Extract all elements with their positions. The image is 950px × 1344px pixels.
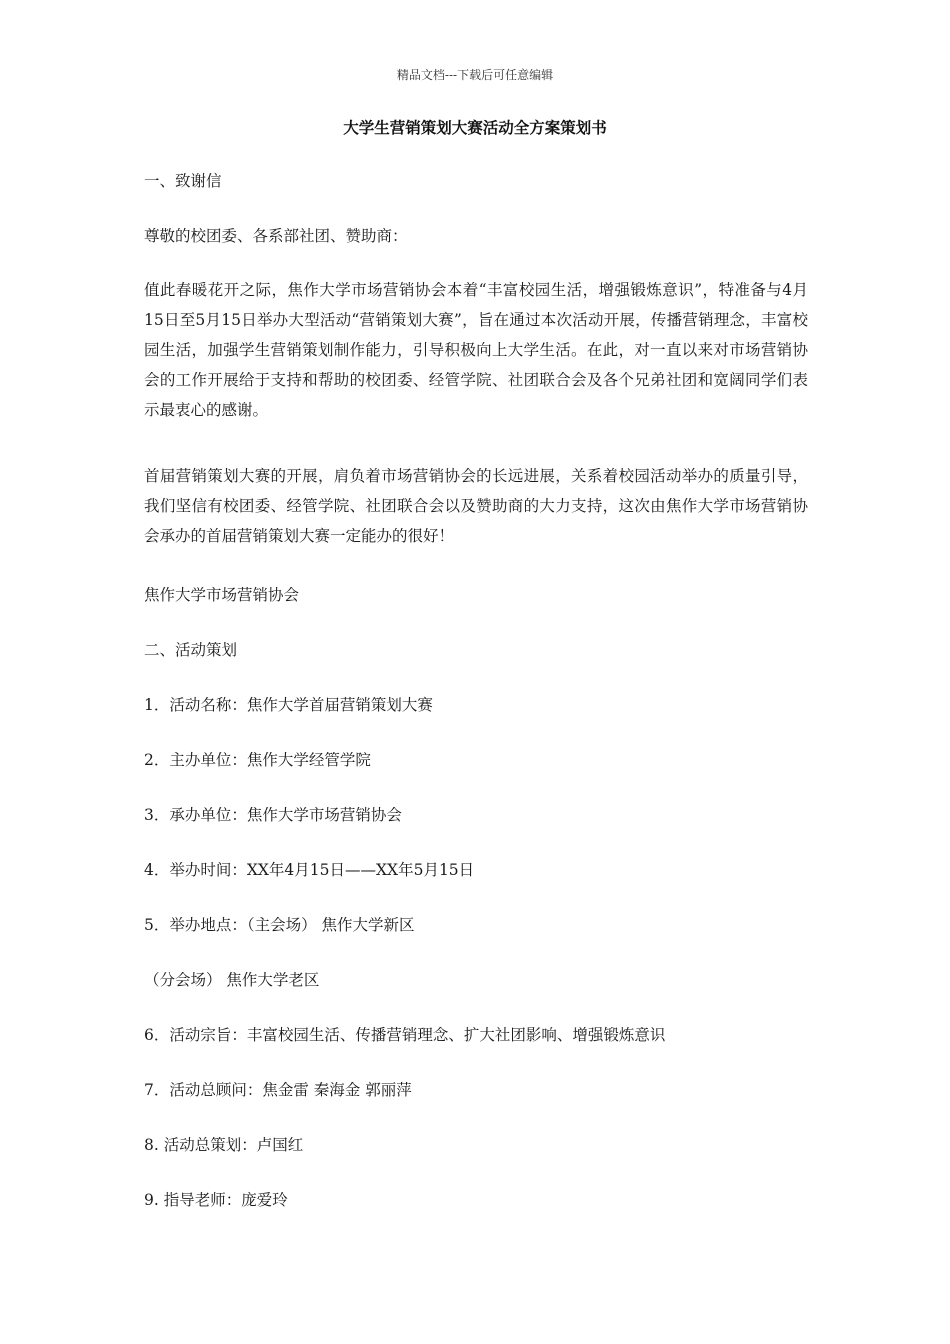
document-body [144, 0, 808, 1344]
list-item: 1．活动名称：焦作大学首届营销策划大赛 [144, 696, 433, 714]
section-heading-thanks-letter: 一、致谢信 [144, 172, 222, 190]
list-item: 9. 指导老师：庞爱玲 [144, 1191, 288, 1209]
list-item: 3．承办单位：焦作大学市场营销协会 [144, 806, 402, 824]
list-item: 6．活动宗旨：丰富校园生活、传播营销理念、扩大社团影响、增强锻炼意识 [144, 1026, 666, 1044]
list-item: 7．活动总顾问：焦金雷 秦海金 郭丽萍 [144, 1081, 412, 1099]
list-item: 4．举办时间：XX年4月15日——XX年5月15日 [144, 861, 475, 879]
list-item: 8. 活动总策划：卢国红 [144, 1136, 304, 1154]
list-item: 5．举办地点：（主会场） 焦作大学新区 [144, 916, 415, 934]
header-note: 精品文档---下载后可任意编辑 [396, 68, 554, 82]
list-item: （分会场） 焦作大学老区 [144, 971, 320, 989]
document-title: 大学生营销策划大赛活动全方案策划书 [343, 118, 607, 137]
section-heading-activity-plan: 二、活动策划 [144, 641, 238, 659]
letter-signature: 焦作大学市场营销协会 [144, 586, 300, 604]
letter-paragraph-1: 值此春暖花开之际，焦作大学市场营销协会本着“丰富校园生活，增强锻炼意识”，特准备与4月15日至5月15日举办大型活动“营销策划大赛”，旨在通过本次活动开展，传播营销理念，丰富校园生活，加强学生营销策划制作能力，引导积极向上大学生活。在此，对一直以来对市场营销协会的工作开展给于支持和帮助的校团委、经管学院、社团联合会及各个兄弟社团和宽阔同学们表示最衷心的感谢。 [144, 281, 808, 419]
letter-paragraph-2: 首届营销策划大赛的开展，肩负着市场营销协会的长远进展，关系着校园活动举办的质量引导，我们坚信有校团委、经管学院、社团联合会以及赞助商的大力支持，这次由焦作大学市场营销协会承办的首届营销策划大赛一定能办的很好！ [144, 467, 808, 545]
list-item: 2．主办单位：焦作大学经管学院 [144, 751, 371, 769]
letter-salutation: 尊敬的校团委、各系部社团、赞助商： [144, 227, 408, 245]
